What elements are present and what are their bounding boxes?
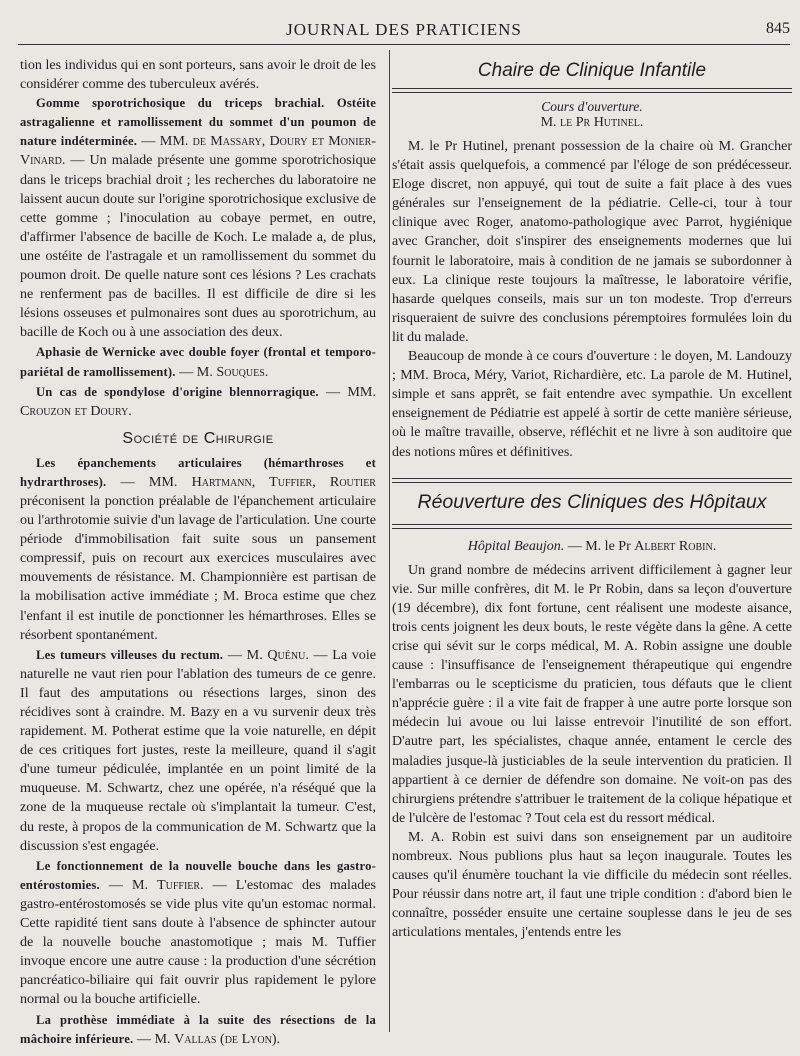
professor-name: Albert Robin. [634, 538, 717, 554]
entry-authors: de Massary, Doury et Monier-Vinard. [20, 133, 376, 169]
entry-title: La prothèse immédiate à la suite des résections de la mâchoire inférieure. [20, 1012, 376, 1046]
heading-reouverture: Réouverture des Cliniques des Hôpitaux [417, 490, 767, 513]
heading-rule [392, 478, 792, 483]
left-column [20, 56, 376, 1050]
entry-text: préconisent la ponction préalable de l'épanchement articulaire ou l'arthrotomie suivie d'un lavage de l'articulation. Une courte période d'immobilisation fait suite sous un pansement compressif, puis on recourt aux exercices musculaires avec mouvements de résistance. M. Championnière est partisan de la mobilisation active immédiate ; M. Broca estime que chez l'enfant il est inutile de ponctionner les hémarthroses. Elles se résorbent spontanément. [20, 492, 376, 643]
paragraph-hutinel-2: Beaucoup de monde à ce cours d'ouverture : le doyen, M. Landouzy ; MM. Broca, Méry, Variot, Richardière, etc. La parole de M. Hutinel, simple et sans apprêt, se fait entendre avec sympathie. Un excellent enseignement de Pédiatrie est appelé à sortir de cette manière sérieuse, où le maître travaille, observe, réfléchit et ne livre à son auditoire que des notions mûres et définitives. [392, 349, 792, 460]
lecture-subtitle: Cours d'ouverture. [541, 99, 643, 114]
hospital-name: Hôpital Beaujon. [467, 538, 565, 554]
spacer [392, 462, 792, 478]
paragraph-robin-2: M. A. Robin est suivi dans son enseignement par un auditoire nombreux. Nous publions plus haut sa leçon inaugurale. Toutes les causes qu'il énumère touchant la vie difficile du médecin sont réelles. Pour réussir dans notre art, il faut une triple condition : d'abord bien le connaître, posséder ensuite une certaine souplesse dans le jeu de ses articulations mentales, j'entends entre les [392, 829, 792, 941]
entry-effusions: Les épanchements articulaires (hémarthroses et hydrarthroses). — MM. Hartmann, Tuffier, Routier préconisent la ponction préalable de l'épanchement articulaire ou l'arthrotomie suivie d'un lavage de l'articulation. Une courte période d'immobilisation fait suite sous un pansement compressif, puis on recourt aux exercices musculaires avec mouvements de résistance. M. Championnière est partisan de la mobilisation active immédiate ; M. Broca estime que chez l'enfant il est inutile de ponctionner les hémarthroses. Elles se résorbent spontanément. [20, 455, 376, 643]
entry-gastro-enterostomy: Le fonctionnement de la nouvelle bouche dans les gastro-entérostomies. — M. Tuffier. — L'estomac des malades gastro-entérostomosés se vide plus vite qu'un estomac normal. Cette rapidité tient sans doute à l'absence de sphincter autour de la nouvelle bouche anastomotique ; mais M. Tuffier invoque encore une autre cause : la production d'une sécrétion pancréatico-biliaire qui fait ouvrir plus rapidement le pylore normal ou la bouche artificielle. [20, 858, 376, 1008]
entry-text: — La voie naturelle ne vaut rien pour l'ablation des tumeurs de ce genre. Il faut des amputations ou résections larges, sinon des récidives sont à craindre. M. Bazy en a vu survenir deux très rapidement. M. Potherat estime que la voie naturelle, en dépit de ces critiques fort justes, reste la meilleure, quand il s'agit d'une tumeur pédiculée, implantée en un point limité de la muqueuse. M. Schwartz, chez une opérée, n'a réséqué que la zone de la muqueuse rectale où s'implantait la tumeur. C'est, du reste, à propos de la communication de M. Schwartz que la discussion s'est engagée. [20, 646, 376, 854]
heading-chaire-clinique: Chaire de Clinique Infantile [477, 60, 707, 81]
intro-paragraph: tion les individus qui en sont porteurs, sans avoir le droit de les considérer comme des tuberculeux avérés. [20, 57, 376, 93]
heading-rule [392, 524, 792, 529]
heading-rule [392, 88, 792, 93]
entry-rectal-tumors: Les tumeurs villeuses du rectum. — M. Quénu. — La voie naturelle ne vaut rien pour l'ablation des tumeurs de ce genre. Il faut des amputations ou résections larges, sinon des récidives sont à craindre. M. Bazy en a vu survenir deux très rapidement. M. Potherat estime que la voie naturelle, en dépit de ces critiques fort justes, reste la meilleure, quand il s'agit d'une tumeur pédiculée, implantée en un point limité de la muqueuse. M. Schwartz, chez une opérée, n'a réséqué que la zone de la muqueuse rectale où s'implantait la tumeur. C'est, du reste, à propos de la communication de M. Schwartz que la discussion s'est engagée. [20, 646, 376, 854]
clinic-location: Hôpital Beaujon. — M. le Pr Albert Robin. [467, 538, 717, 554]
entry-authors: Hartmann, Tuffier, Routier [191, 473, 376, 490]
right-column [392, 56, 792, 942]
paragraph-robin-1: Un grand nombre de médecins arrivent difficilement à gagner leur vie. Sur mille confrères, dit M. le Pr Robin, dans sa leçon d'ouverture (19 décembre), dix font fortune, cent réalisent une modeste aisance, trois cents joignent les deux bouts, le reste végète dans la gêne. A cette crise qui sévit sur le corps médical, M. A. Robin assigne une double cause : l'insuffisance de l'enseignement thérapeutique qui engendre l'embarras ou le scepticisme du praticien, tous défauts que le client n'apprécie guère : il a vite fait de frapper à une autre porte lorsque son médecin lui avoue ou lui laisse entrevoir l'inutilité de son effort. D'autre part, les spécialistes, chaque année, entament le cercle des maladies jusque-là justiciables de la seule intervention du praticien. Il appartient à ce dernier de défendre son domaine. Ne voit-on pas des chirurgiens prétendre s'attribuer le traitement de la colique hépatique et de l'ulcère de l'estomac ? Tout cela est du ressort médical. [392, 562, 792, 826]
lecture-author: M. le Pr Hutinel. [540, 115, 644, 130]
entry-aphasia: Aphasie de Wernicke avec double foyer (frontal et temporo-pariétal de ramollissement). — M. Souques. [20, 345, 376, 380]
running-head [18, 18, 790, 45]
entry-authors: Souques. [216, 363, 269, 380]
entry-authors: Crouzon et Doury. [20, 402, 132, 419]
entry-title: Les tumeurs villeuses du rectum. [36, 647, 224, 662]
entry-text: — Un malade présente une gomme sporotrichosique dans le triceps brachial droit ; les recherches du laboratoire ne laissent aucun doute sur l'origine sporotrichosique exclusive de cette gomme ; l'inoculation au cobaye permet, en outre, d'affirmer l'absence de bacille de Koch. Le malade a, de plus, une ostéite de l'astragale et un ramollissement du sommet du poumon droit. De quelle nature sont ces lésions ? Les crachats ne renferment pas de bacilles. Il est difficile de dire si les lésions osseuses et pulmonaires sont dues au sporotrichum, au bacille de Koch ou à une association des deux. [20, 152, 376, 341]
page-number: 845 [766, 20, 790, 37]
journal-title: JOURNAL DES PRATICIENS [286, 20, 522, 39]
entry-text: — L'estomac des malades gastro-entérostomosés se vide plus vite qu'un estomac normal. Cette rapidité tient sans doute à l'absence de sphincter autour de la nouvelle bouche anastomotique ; mais M. Tuffier invoque encore une autre cause : la production d'une sécrétion pancréatico-biliaire qui fait ouvrir plus rapidement le pylore normal ou la bouche artificielle. [20, 876, 376, 1008]
section-heading-surgery: Société de Chirurgie [122, 429, 274, 447]
entry-authors: Vallas (de Lyon). [174, 1030, 281, 1047]
entry-sporotrichosis: Gomme sporotrichosique du triceps brachial. Ostéite astragalienne et ramollissement du sommet d'un poumon de nature indéterminée. — MM. de Massary, Doury et Monier-Vinard. — Un malade présente une gomme sporotrichosique dans le triceps brachial droit ; les recherches du laboratoire ne laissent aucun doute sur l'origine sporotrichosique exclusive de cette gomme ; l'inoculation au cobaye permet, en outre, d'affirmer l'absence de bacille de Koch. Le malade a, de plus, une ostéite de l'astragale et un ramollissement du sommet du poumon droit. De quelle nature sont ces lésions ? Les crachats ne renferment pas de bacilles. Il est difficile de dire si les lésions osseuses et pulmonaires sont dues au sporotrichum, au bacille de Koch ou à une association des deux. [20, 96, 376, 341]
paragraph-hutinel-1: M. le Pr Hutinel, prenant possession de la chaire où M. Grancher s'était assis quelquefois, a commencé par l'éloge de son prédécesseur. Eloge discret, non appuyé, qui tout de suite a fait place à des vues générales sur l'enseignement de la pédiatrie. Celle-ci, tour à tour clinique avec Roger, anatomo-pathologique avec Parrot, hygiénique avec Grancher, doit s'inspirer des enseignements modernes que lui fournit le laboratoire, mais à condition de ne jamais se subordonner à eux. La clinique reste toujours la maîtresse, le laboratoire vérifie, hasarde quelques conseils, mais sur un ton modeste. Trop d'erreurs risqueraient de suivre des conclusions péremptoires formulées loin du lit du malade. [392, 139, 792, 345]
entry-title: Aphasie de Wernicke avec double foyer (frontal et temporo-pariétal de ramollissement). [20, 345, 376, 379]
entry-authors: Quénu. [267, 646, 309, 663]
entry-title: Le fonctionnement de la nouvelle bouche dans les gastro-entérostomies. [20, 858, 376, 892]
entry-spondylosis: Un cas de spondylose d'origine blennorragique. — MM. Crouzon et Doury. [20, 383, 376, 419]
column-divider [389, 50, 390, 1032]
entry-title: Gomme sporotrichosique du triceps brachial. Ostéite astragalienne et ramollissement du sommet d'un poumon de nature indéterminée. [20, 96, 376, 149]
entry-authors: Tuffier. [157, 876, 204, 893]
entry-title: Les épanchements articulaires (hémarthroses et hydrarthroses). [20, 455, 376, 489]
entry-title: Un cas de spondylose d'origine blennorragique. [36, 384, 319, 399]
entry-prosthesis: La prothèse immédiate à la suite des résections de la mâchoire inférieure. — M. Vallas (de Lyon). [20, 1012, 376, 1047]
